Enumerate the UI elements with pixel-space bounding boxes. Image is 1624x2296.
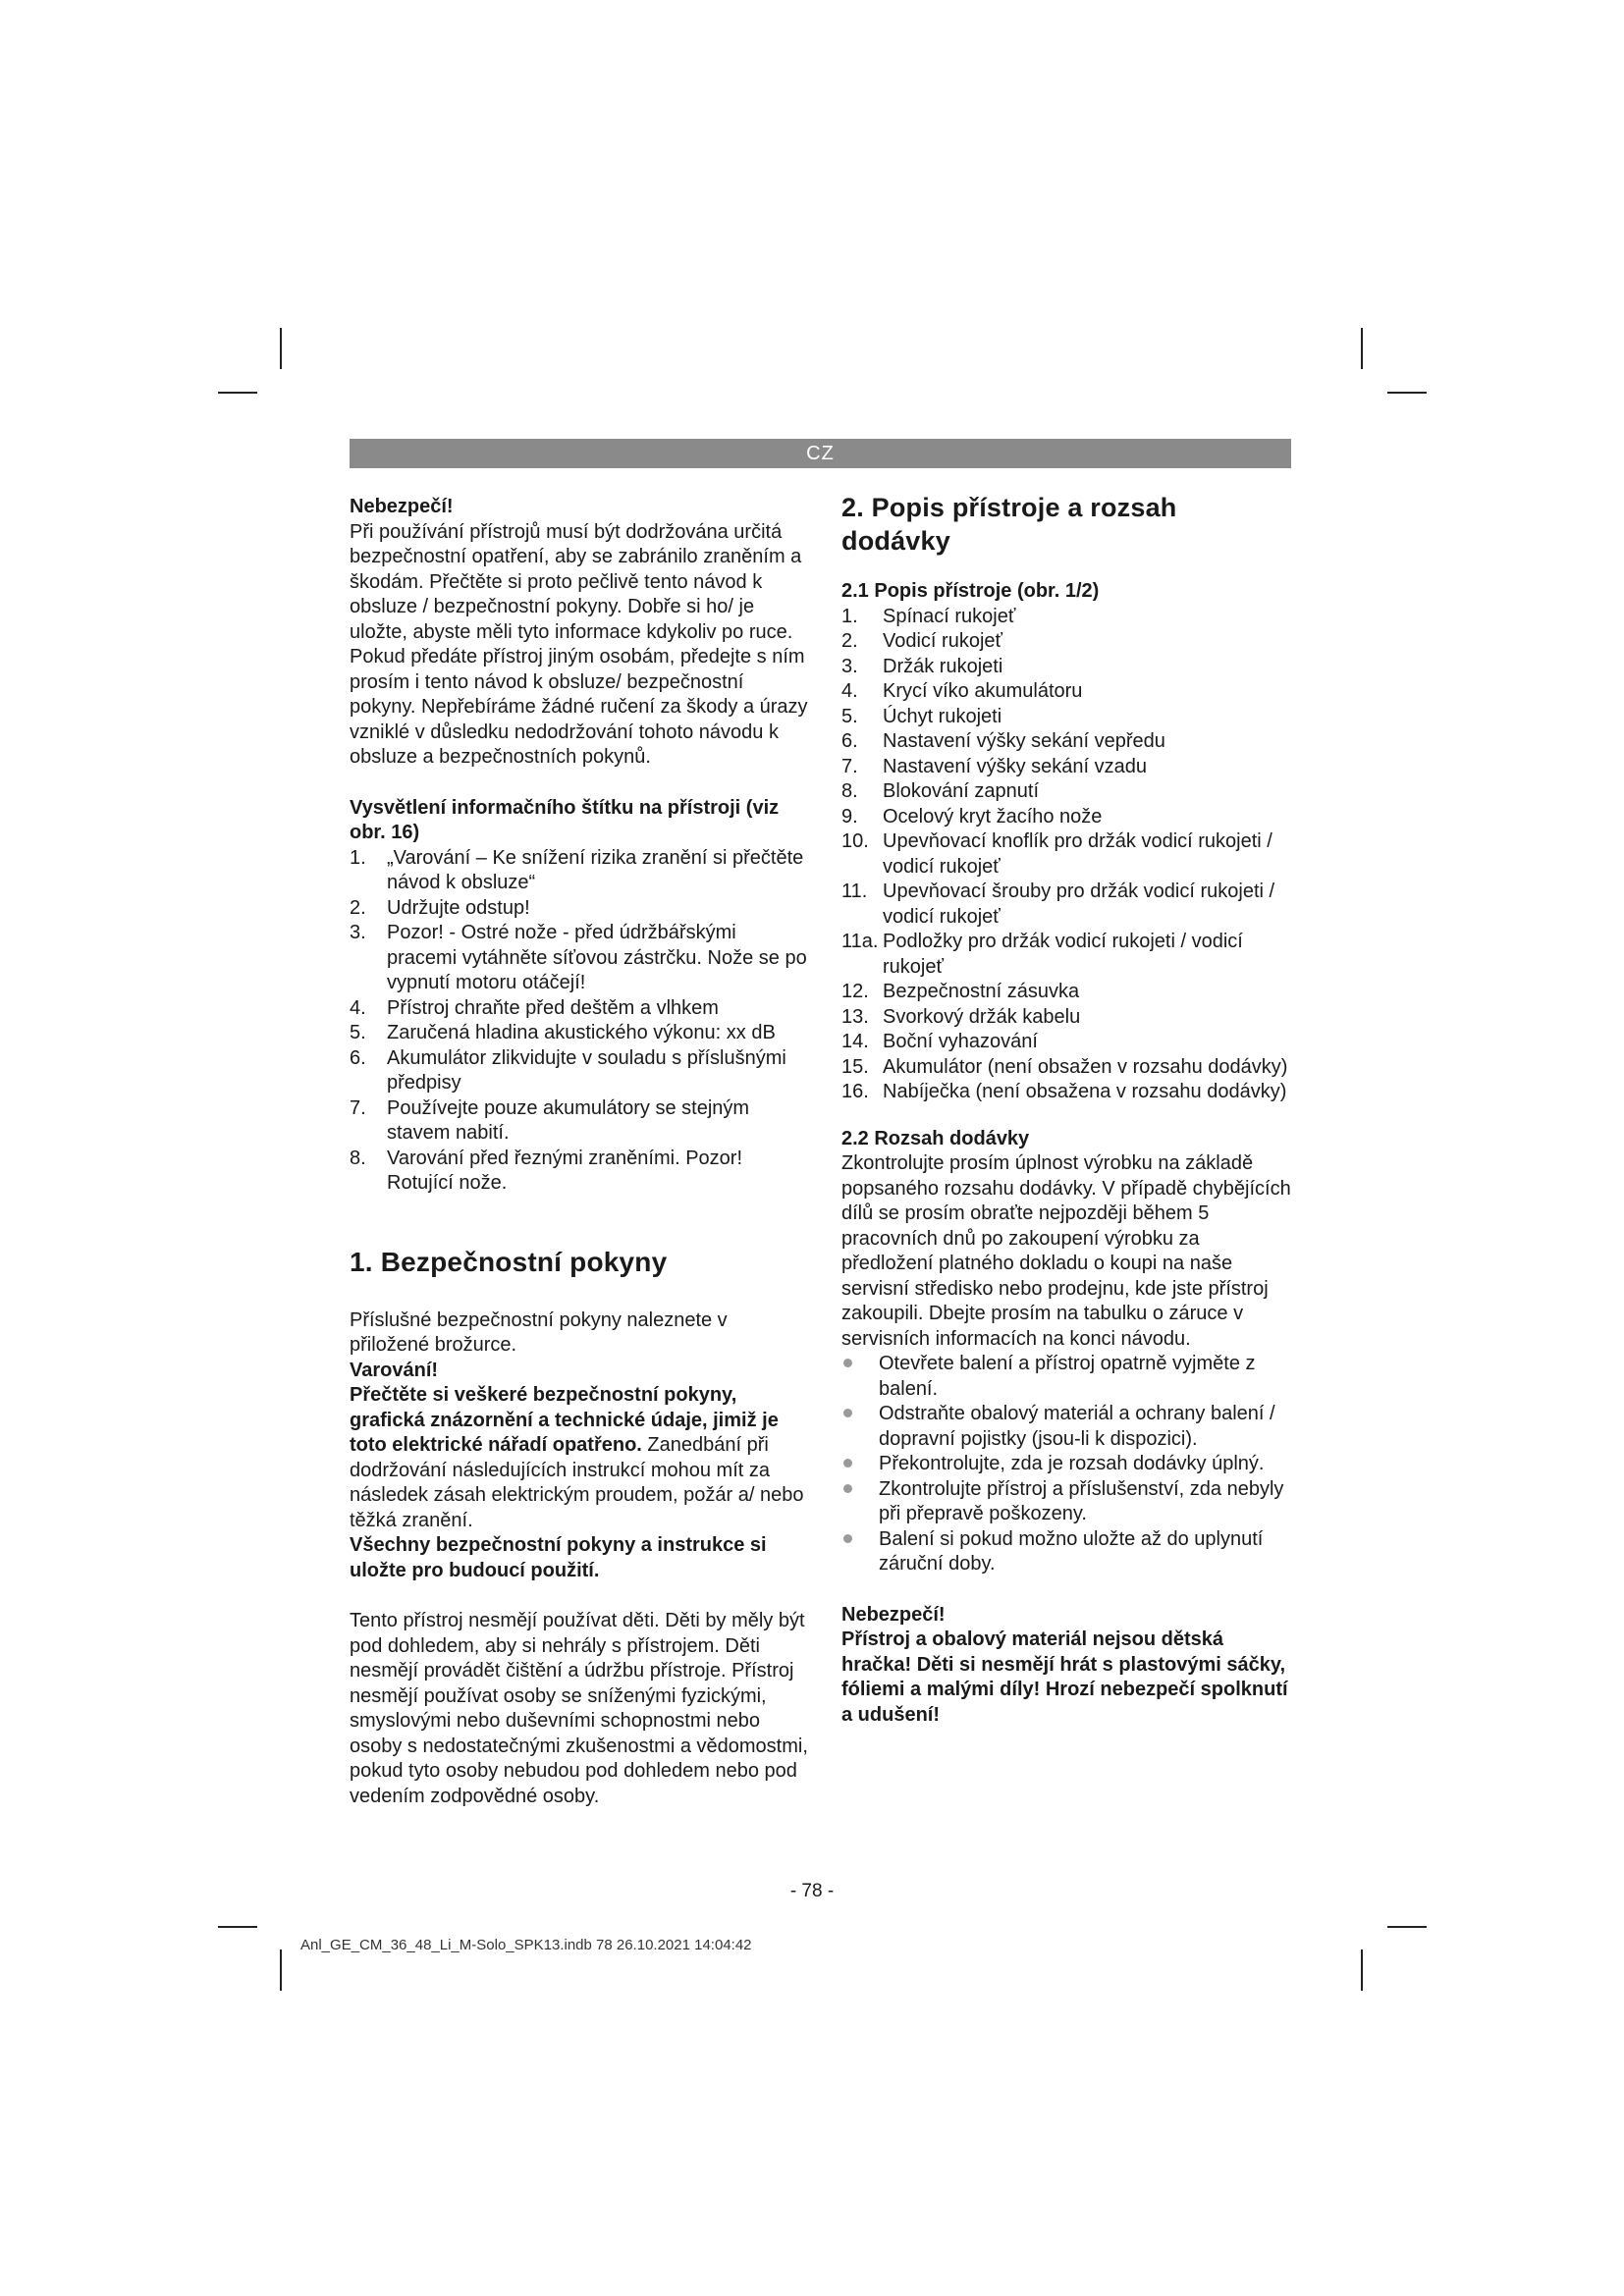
crop-mark	[280, 328, 282, 369]
parts-list	[841, 605, 1293, 1105]
part-item	[841, 655, 1293, 680]
checklist-item	[841, 1477, 1293, 1527]
part-item-text: Krycí víko akumulátoru	[883, 680, 1083, 702]
part-item-number: 11a.	[841, 931, 879, 952]
label-item	[350, 896, 811, 922]
part-item	[841, 605, 1293, 630]
crop-mark	[218, 392, 257, 394]
label-item-text: „Varování – Ke snížení rizika zranění si přečtěte návod k obsluze“	[387, 846, 804, 893]
part-item-number: 4.	[841, 680, 858, 702]
part-item	[841, 980, 1293, 1005]
part-item-number: 9.	[841, 805, 858, 828]
label-item-text: Pozor! - Ostré nože - před údržbářskými pracemi vytáhněte síťovou zástrčku. Nože se po vypnutí motoru otáčejí!	[387, 922, 807, 993]
part-item-text: Bezpečnostní zásuvka	[883, 981, 1080, 1002]
part-item-text: Svorkový držák kabelu	[883, 1005, 1081, 1028]
warning-paragraph	[350, 1383, 811, 1533]
bullet-icon	[843, 1409, 852, 1417]
language-bar: CZ	[350, 439, 1291, 468]
bullet-icon	[843, 1484, 852, 1493]
label-item-number: 1.	[350, 846, 366, 869]
warning-bold: Přečtěte si veškeré bezpečnostní pokyny, grafická znázornění a technické údaje, jimiž je toto elektrické nářadí opatřeno.	[350, 1384, 779, 1456]
checklist-item-text: Balení si pokud možno uložte až do uplynutí záruční doby.	[879, 1527, 1264, 1575]
part-item-number: 12.	[841, 981, 869, 1002]
page-number: - 78 -	[789, 1881, 835, 1901]
label-item	[350, 846, 811, 896]
label-item-number: 3.	[350, 922, 366, 943]
danger-text: Při používání přístrojů musí být dodržována určitá bezpečnostní opatření, aby se zabránilo zraněním a škodám. Přečtěte si proto pečlivě tento návod k obsluze / bezpečnostní pokyny. Dobře si ho/ je uložte, abyste měli tyto informace kdykoliv po ruce. Pokud předáte přístroj jiným osobám, předejte s ním prosím i tento návod k obsluze/ bezpečnostní pokyny. Nepřebíráme žádné ručení za škody a úrazy vzniklé v důsledku nedodržování tohoto návodu k obsluze a bezpečnostních pokynů.	[350, 520, 808, 768]
checklist-item-text: Otevřete balení a přístroj opatrně vyjměte z balení.	[879, 1353, 1256, 1400]
part-item	[841, 779, 1293, 805]
crop-mark	[1361, 1949, 1363, 1991]
label-item	[350, 996, 811, 1022]
section-1-title: 1. Bezpečnostní pokyny	[350, 1246, 668, 1277]
crop-mark	[280, 1949, 282, 1991]
danger-2-text: Přístroj a obalový materiál nejsou dětská hračka! Děti si nesmějí hrát s plastovými sáčky, fóliemi a malými díly! Hrozí nebezpečí spolknutí a udušení!	[841, 1629, 1288, 1726]
label-item-number: 2.	[350, 896, 366, 919]
part-item	[841, 629, 1293, 655]
label-item	[350, 1021, 811, 1046]
part-item-text: Úchyt rukojeti	[883, 705, 1002, 727]
label-item	[350, 1096, 811, 1147]
part-item	[841, 1080, 1293, 1105]
label-list	[350, 846, 811, 1197]
checklist-item	[841, 1402, 1293, 1452]
section-2-title: 2. Popis přístroje a rozsah dodávky	[841, 493, 1177, 556]
part-item-number: 7.	[841, 755, 858, 777]
scope-text: Zkontrolujte prosím úplnost výrobku na základě popsaného rozsahu dodávky. V případě chybějících dílů se prosím obraťte nejpozději během 5 pracovních dnů po zakoupení výrobku za předložení platného dokladu o koupi na naše servisní středisko nebo prodejnu, kde jste přístroj zakoupili. Dbejte prosím na tabulku o záruce v servisních informacích na konci návodu.	[841, 1152, 1291, 1350]
label-item-number: 7.	[350, 1096, 366, 1119]
part-item-text: Vodicí rukojeť	[883, 630, 1003, 652]
part-item	[841, 1030, 1293, 1055]
left-column	[350, 491, 811, 1809]
scope-checklist	[841, 1352, 1293, 1577]
crop-mark	[1361, 328, 1363, 369]
label-item-number: 5.	[350, 1022, 366, 1043]
part-item-number: 8.	[841, 780, 858, 802]
part-item	[841, 679, 1293, 705]
part-item	[841, 829, 1293, 880]
part-item	[841, 729, 1293, 755]
part-item-text: Akumulátor (není obsažen v rozsahu dodávky)	[883, 1055, 1288, 1078]
label-item-text: Akumulátor zlikvidujte v souladu s příslušnými předpisy	[387, 1046, 786, 1094]
part-item-text: Držák rukojeti	[883, 655, 1003, 677]
label-item	[350, 1046, 811, 1096]
part-item-text: Nabíječka (není obsažena v rozsahu dodávky)	[883, 1081, 1287, 1102]
part-item-number: 14.	[841, 1031, 869, 1052]
crop-mark	[1387, 392, 1427, 394]
warning-text: Zanedbání při dodržování následujících instrukcí mohou mít za následek zásah elektrickým proudem, požár a/ nebo těžká zranění.	[350, 1434, 804, 1531]
label-item-text: Varování před řeznými zraněními. Pozor! Rotující nože.	[387, 1147, 743, 1194]
label-item	[350, 921, 811, 996]
label-item-text: Přístroj chraňte před deštěm a vlhkem	[387, 996, 719, 1019]
label-heading: Vysvětlení informačního štítku na přístroji (viz obr. 16)	[350, 796, 780, 843]
part-item	[841, 755, 1293, 780]
danger-heading: Nebezpečí!	[350, 496, 454, 517]
label-item	[350, 1147, 811, 1197]
children-text: Tento přístroj nesmějí používat děti. Děti by měly být pod dohledem, aby si nehrály s přístrojem. Děti nesmějí provádět čištění a údržbu přístroje. Přístroj nesmějí používat osoby se sníženými fyzickými, smyslovými nebo duševními schopnostmi nebo osoby s nedostatečnými zkušenostmi a vědomostmi, pokud tyto osoby nebudou pod dohledem nebo pod vedením zodpovědné osoby.	[350, 1610, 808, 1807]
subsection-2-2-title: 2.2 Rozsah dodávky	[841, 1127, 1030, 1149]
part-item	[841, 930, 1293, 980]
checklist-item	[841, 1452, 1293, 1477]
part-item-text: Podložky pro držák vodicí rukojeti / vodicí rukojeť	[883, 931, 1243, 978]
checklist-item	[841, 1352, 1293, 1402]
part-item-number: 11.	[841, 881, 868, 902]
part-item-text: Blokování zapnutí	[883, 780, 1039, 802]
part-item-text: Boční vyhazování	[883, 1031, 1038, 1052]
print-footer: Anl_GE_CM_36_48_Li_M-Solo_SPK13.indb 78 26.10.2021 14:04:42	[300, 1937, 752, 1953]
danger-2-heading: Nebezpečí!	[841, 1603, 946, 1626]
part-item-number: 10.	[841, 830, 869, 852]
crop-mark	[1387, 1926, 1427, 1928]
subsection-2-1-title: 2.1 Popis přístroje (obr. 1/2)	[841, 580, 1100, 602]
part-item-number: 13.	[841, 1005, 869, 1028]
part-item	[841, 1055, 1293, 1081]
right-column	[841, 491, 1293, 1728]
part-item	[841, 805, 1293, 830]
part-item-text: Ocelový kryt žacího nože	[883, 805, 1103, 828]
bullet-icon	[843, 1534, 852, 1543]
label-item-number: 4.	[350, 996, 366, 1019]
bullet-icon	[843, 1359, 852, 1367]
part-item-text: Spínací rukojeť	[883, 605, 1016, 627]
bullet-icon	[843, 1459, 852, 1468]
part-item-number: 5.	[841, 705, 858, 727]
part-item-number: 2.	[841, 630, 858, 652]
label-item-number: 6.	[350, 1046, 366, 1069]
checklist-item-text: Překontrolujte, zda je rozsah dodávky úplný.	[879, 1453, 1265, 1474]
checklist-item-text: Zkontrolujte přístroj a příslušenství, zda nebyly při přepravě poškozeny.	[879, 1477, 1284, 1524]
part-item-text: Nastavení výšky sekání vzadu	[883, 755, 1148, 777]
part-item	[841, 1005, 1293, 1031]
part-item-number: 16.	[841, 1081, 869, 1102]
label-item-number: 8.	[350, 1147, 366, 1169]
checklist-item	[841, 1527, 1293, 1577]
warning-heading: Varování!	[350, 1359, 439, 1381]
keep-instructions: Všechny bezpečnostní pokyny a instrukce si uložte pro budoucí použití.	[350, 1534, 767, 1581]
part-item	[841, 880, 1293, 930]
part-item-number: 6.	[841, 730, 858, 752]
part-item-text: Nastavení výšky sekání vepředu	[883, 730, 1165, 752]
label-item-text: Udržujte odstup!	[387, 896, 530, 919]
part-item-number: 15.	[841, 1055, 869, 1078]
part-item-number: 3.	[841, 655, 858, 677]
part-item-text: Upevňovací šrouby pro držák vodicí rukojeti / vodicí rukojeť	[883, 881, 1275, 928]
label-item-text: Používejte pouze akumulátory se stejným stavem nabití.	[387, 1096, 750, 1144]
section-1-intro: Příslušné bezpečnostní pokyny naleznete v přiložené brožurce.	[350, 1308, 728, 1356]
label-item-text: Zaručená hladina akustického výkonu: xx dB	[387, 1022, 776, 1043]
part-item-text: Upevňovací knoflík pro držák vodicí rukojeti / vodicí rukojeť	[883, 830, 1272, 878]
checklist-item-text: Odstraňte obalový materiál a ochrany balení / dopravní pojistky (jsou-li k dispozici).	[879, 1403, 1275, 1450]
part-item	[841, 705, 1293, 730]
part-item-number: 1.	[841, 605, 858, 627]
crop-mark	[218, 1926, 257, 1928]
